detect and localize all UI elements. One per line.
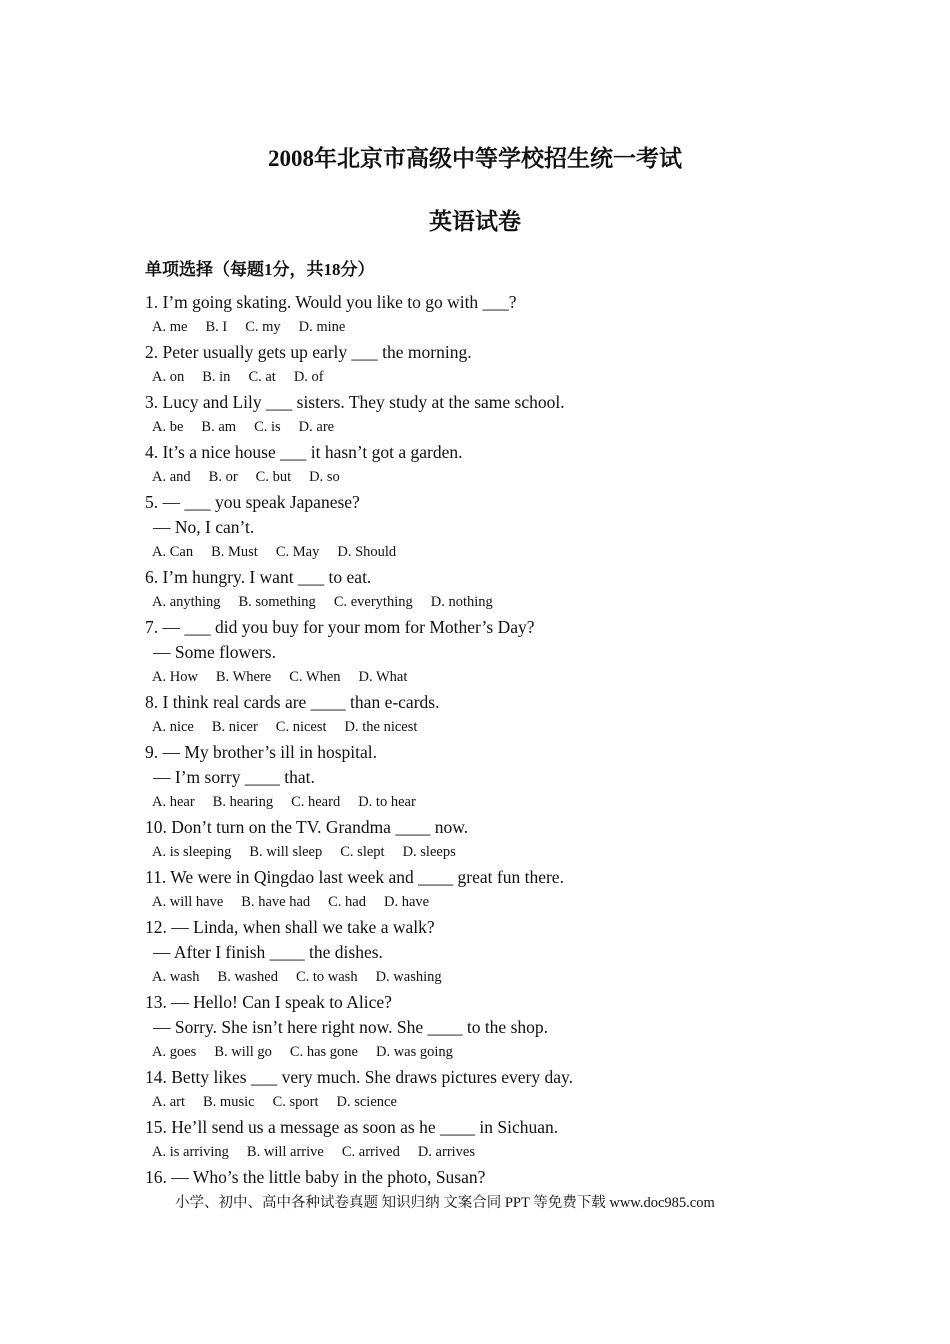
answer-option: B. Where (215, 669, 272, 685)
answer-option: B. have had (241, 894, 311, 910)
answer-option: D. washing (375, 969, 442, 985)
answer-option: D. What (358, 669, 408, 685)
footer-note: 小学、初中、高中各种试卷真题 知识归纳 文案合同 PPT 等免费下载 www.doc985.com (175, 1195, 715, 1211)
answer-option: D. nothing (430, 594, 493, 610)
question-text: 1. I’m going skating. Would you like to go with ___? (145, 292, 517, 312)
answer-option: B. music (203, 1094, 255, 1110)
question-item (145, 865, 865, 915)
answer-options (145, 965, 865, 990)
answer-option: D. arrives (417, 1144, 475, 1160)
answer-option: C. at (248, 369, 276, 385)
question-item (145, 815, 865, 865)
answer-option: C. May (275, 544, 320, 560)
question-item (145, 1065, 865, 1115)
question-text: 5. — ___ you speak Japanese? (145, 492, 360, 512)
answer-option: B. or (208, 469, 238, 485)
answer-option: B. will go (214, 1044, 272, 1060)
question-item (145, 290, 865, 340)
answer-option: D. mine (298, 319, 346, 335)
question-text: 13. — Hello! Can I speak to Alice? (145, 992, 392, 1012)
answer-option: A. anything (152, 594, 221, 610)
answer-option: A. nice (152, 719, 194, 735)
answer-options (145, 790, 865, 815)
answer-option: A. is sleeping (152, 844, 232, 860)
question-item (145, 440, 865, 490)
answer-option: B. Must (211, 544, 258, 560)
answer-option: C. everything (333, 594, 413, 610)
answer-options (145, 540, 865, 565)
answer-option: A. How (152, 669, 198, 685)
answer-line: — Some flowers. (153, 642, 276, 662)
answer-option: D. so (309, 469, 340, 485)
answer-option: B. in (202, 369, 231, 385)
answer-options (145, 665, 865, 690)
question-item (145, 990, 865, 1065)
answer-option: C. has gone (289, 1044, 358, 1060)
answer-option: A. be (152, 419, 184, 435)
answer-option: B. am (201, 419, 237, 435)
question-item (145, 1165, 865, 1190)
question-text: 11. We were in Qingdao last week and ____ great fun there. (145, 867, 564, 887)
answer-option: A. and (152, 469, 191, 485)
question-text: 14. Betty likes ___ very much. She draws pictures every day. (145, 1067, 573, 1087)
question-item (145, 390, 865, 440)
question-text: 4. It’s a nice house ___ it hasn’t got a garden. (145, 442, 463, 462)
page-subtitle: 英语试卷 (429, 209, 521, 234)
answer-option: A. wash (152, 969, 200, 985)
answer-options (145, 1040, 865, 1065)
question-text: 8. I think real cards are ____ than e-cards. (145, 692, 440, 712)
question-item (145, 1115, 865, 1165)
answer-option: D. was going (375, 1044, 453, 1060)
answer-options (145, 840, 865, 865)
answer-option: C. had (328, 894, 366, 910)
answer-line: — After I finish ____ the dishes. (153, 942, 383, 962)
question-item (145, 565, 865, 615)
answer-options (145, 415, 865, 440)
answer-option: B. nicer (211, 719, 258, 735)
answer-option: A. is arriving (152, 1144, 229, 1160)
answer-option: C. When (289, 669, 341, 685)
question-text: 9. — My brother’s ill in hospital. (145, 742, 378, 762)
answer-option: C. slept (340, 844, 385, 860)
question-text: 6. I’m hungry. I want ___ to eat. (145, 567, 372, 587)
answer-option: D. the nicest (344, 719, 418, 735)
answer-option: B. washed (217, 969, 278, 985)
answer-options (145, 715, 865, 740)
question-text: 10. Don’t turn on the TV. Grandma ____ now. (145, 817, 469, 837)
question-item (145, 615, 865, 690)
answer-options (145, 1140, 865, 1165)
question-item (145, 740, 865, 815)
answer-option: B. I (205, 319, 228, 335)
answer-option: C. arrived (341, 1144, 400, 1160)
answer-options (145, 590, 865, 615)
answer-option: A. will have (152, 894, 224, 910)
answer-option: D. Should (337, 544, 397, 560)
question-item (145, 915, 865, 990)
answer-options (145, 890, 865, 915)
question-text: 15. He’ll send us a message as soon as he ____ in Sichuan. (145, 1117, 559, 1137)
answer-option: A. art (152, 1094, 186, 1110)
answer-option: D. of (293, 369, 324, 385)
answer-option: A. on (152, 369, 185, 385)
answer-option: B. hearing (212, 794, 274, 810)
question-text: 7. — ___ did you buy for your mom for Mother’s Day? (145, 617, 535, 637)
answer-option: C. is (254, 419, 281, 435)
answer-line: — I’m sorry ____ that. (153, 767, 315, 787)
answer-option: A. goes (152, 1044, 197, 1060)
answer-option: C. sport (272, 1094, 319, 1110)
answer-option: D. science (336, 1094, 397, 1110)
answer-line: — No, I can’t. (153, 517, 255, 537)
answer-option: C. to wash (295, 969, 358, 985)
question-text: 3. Lucy and Lily ___ sisters. They study at the same school. (145, 392, 565, 412)
question-item (145, 340, 865, 390)
section-heading: 单项选择（每题1分，共18分） (145, 260, 375, 279)
answer-option: B. will sleep (249, 844, 323, 860)
answer-option: C. but (255, 469, 292, 485)
answer-option: A. hear (152, 794, 195, 810)
answer-option: D. sleeps (402, 844, 456, 860)
answer-option: A. Can (152, 544, 194, 560)
answer-option: D. have (384, 894, 430, 910)
answer-options (145, 1090, 865, 1115)
answer-option: C. my (245, 319, 281, 335)
question-text: 16. — Who’s the little baby in the photo, Susan? (145, 1167, 486, 1187)
question-list (145, 290, 865, 1190)
answer-options (145, 365, 865, 390)
answer-option: B. will arrive (246, 1144, 324, 1160)
answer-option: D. to hear (358, 794, 416, 810)
answer-option: C. nicest (275, 719, 327, 735)
question-item (145, 690, 865, 740)
answer-options (145, 315, 865, 340)
question-item (145, 490, 865, 565)
answer-option: B. something (238, 594, 316, 610)
answer-option: D. are (298, 419, 335, 435)
question-text: 12. — Linda, when shall we take a walk? (145, 917, 435, 937)
answer-option: A. me (152, 319, 188, 335)
answer-option: C. heard (291, 794, 341, 810)
answer-line: — Sorry. She isn’t here right now. She ____ to the shop. (153, 1017, 549, 1037)
question-text: 2. Peter usually gets up early ___ the morning. (145, 342, 472, 362)
answer-options (145, 465, 865, 490)
page-title: 2008年北京市高级中等学校招生统一考试 (268, 146, 682, 171)
